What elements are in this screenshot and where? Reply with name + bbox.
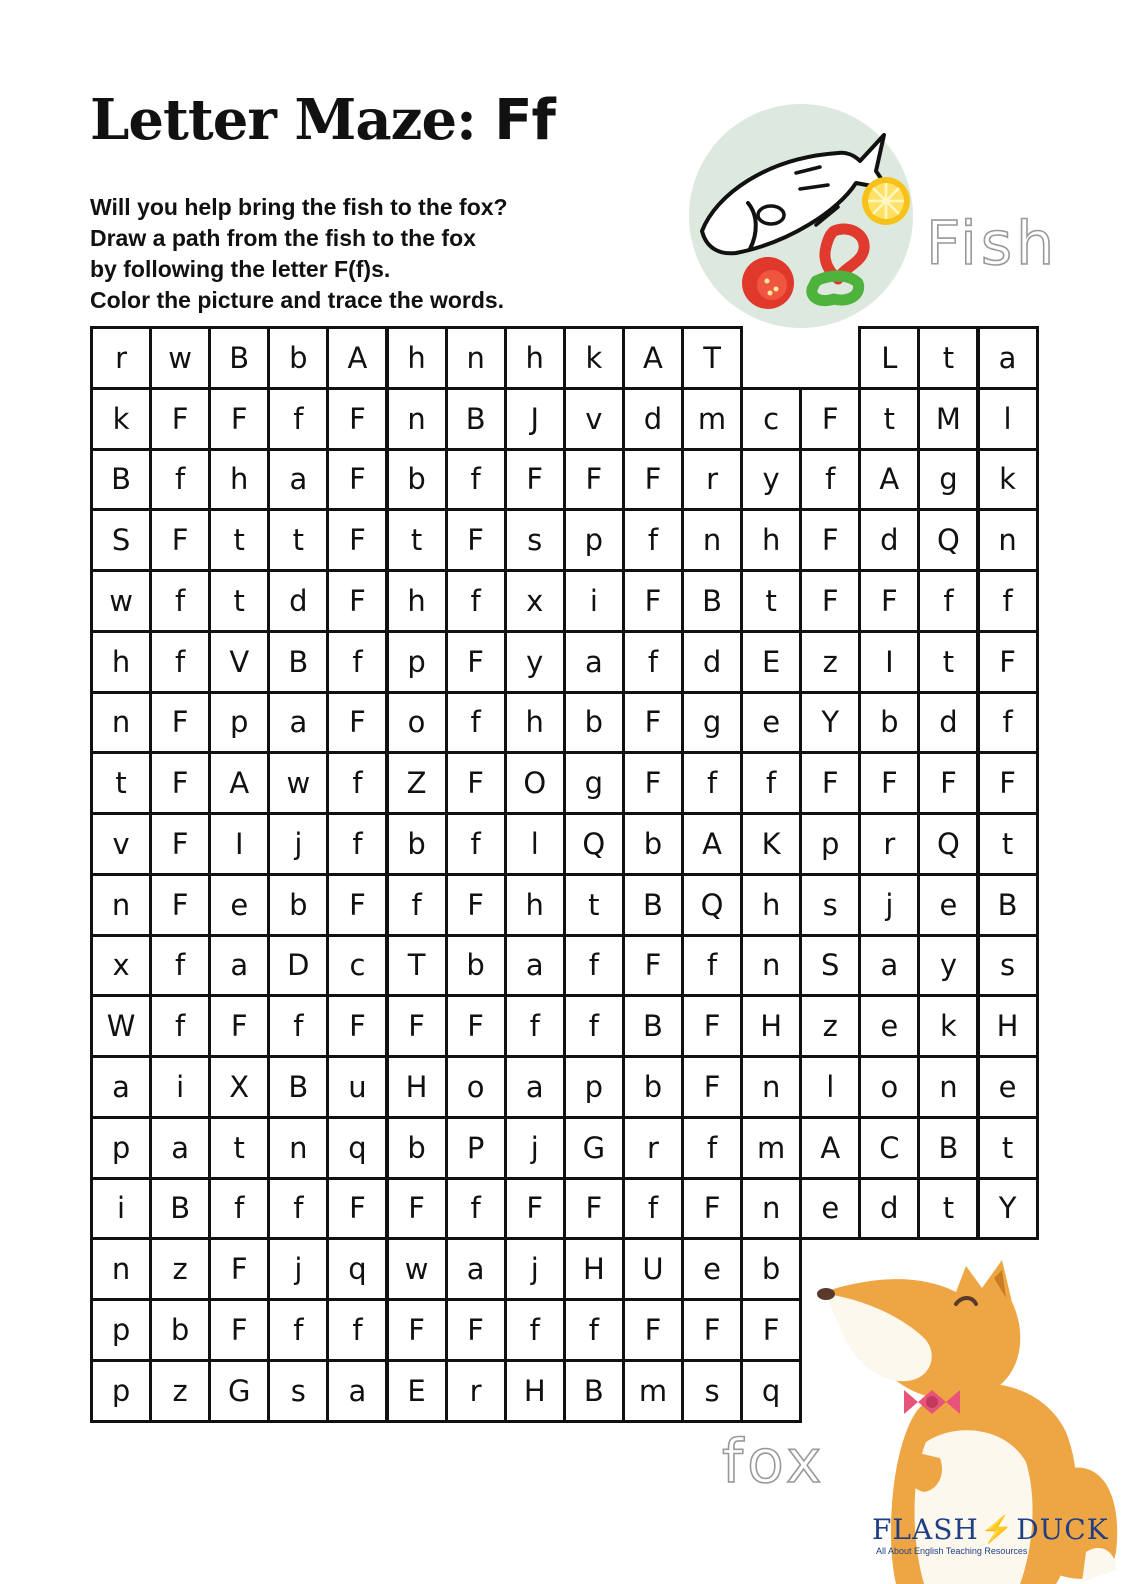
title-main: Letter Maze: — [90, 87, 495, 153]
maze-cell[interactable]: F — [622, 569, 684, 633]
maze-cell[interactable]: m — [740, 1116, 802, 1180]
maze-cell[interactable]: A — [681, 812, 743, 876]
brand-name-left: FLASH — [872, 1513, 979, 1546]
maze-cell[interactable]: f — [445, 569, 507, 633]
maze-cell[interactable]: f — [326, 630, 388, 694]
maze-cell[interactable]: f — [149, 630, 211, 694]
maze-cell[interactable]: j — [858, 873, 920, 937]
maze-cell[interactable]: n — [267, 1116, 329, 1180]
maze-cell[interactable]: f — [563, 994, 625, 1058]
maze-cell[interactable]: F — [149, 812, 211, 876]
maze-cell[interactable]: a — [326, 1359, 388, 1423]
maze-cell[interactable]: f — [208, 1177, 270, 1241]
brand-logo — [872, 1513, 1109, 1556]
maze-cell[interactable]: f — [799, 448, 861, 512]
maze-cell[interactable]: f — [326, 751, 388, 815]
maze-cell[interactable]: l — [799, 1055, 861, 1119]
maze-cell[interactable]: f — [740, 751, 802, 815]
maze-cell[interactable]: t — [917, 630, 979, 694]
maze-cell[interactable]: H — [386, 1055, 448, 1119]
maze-cell[interactable]: E — [740, 630, 802, 694]
maze-cell[interactable]: e — [740, 691, 802, 755]
instruction-line: Draw a path from the fish to the fox — [90, 225, 476, 251]
maze-cell[interactable]: B — [267, 630, 329, 694]
maze-cell[interactable]: n — [740, 1055, 802, 1119]
maze-cell[interactable]: o — [386, 691, 448, 755]
maze-cell[interactable]: f — [445, 1177, 507, 1241]
maze-cell[interactable]: a — [504, 934, 566, 998]
maze-cell[interactable]: t — [208, 569, 270, 633]
maze-cell[interactable]: A — [799, 1116, 861, 1180]
maze-cell[interactable]: F — [326, 448, 388, 512]
maze-cell[interactable]: j — [504, 1116, 566, 1180]
maze-cell[interactable]: r — [445, 1359, 507, 1423]
maze-cell[interactable]: F — [445, 630, 507, 694]
maze-cell[interactable]: f — [622, 1177, 684, 1241]
maze-cell[interactable]: w — [90, 569, 152, 633]
maze-cell[interactable]: g — [917, 448, 979, 512]
maze-cell[interactable]: a — [208, 934, 270, 998]
maze-cell[interactable]: t — [267, 508, 329, 572]
maze-cell[interactable]: F — [149, 387, 211, 451]
maze-cell[interactable]: k — [917, 994, 979, 1058]
maze-cell[interactable]: m — [681, 387, 743, 451]
maze-cell[interactable]: F — [208, 994, 270, 1058]
instruction-line: Will you help bring the fish to the fox? — [90, 194, 508, 220]
maze-cell[interactable]: f — [149, 934, 211, 998]
maze-cell[interactable]: f — [977, 569, 1039, 633]
maze-cell[interactable]: g — [563, 751, 625, 815]
maze-cell[interactable]: p — [90, 1359, 152, 1423]
maze-cell[interactable]: Z — [386, 751, 448, 815]
maze-cell[interactable]: f — [386, 873, 448, 937]
maze-cell[interactable]: k — [563, 326, 625, 390]
maze-cell[interactable]: s — [267, 1359, 329, 1423]
maze-cell[interactable]: h — [740, 508, 802, 572]
tomato-icon — [742, 257, 794, 309]
maze-cell[interactable]: e — [799, 1177, 861, 1241]
maze-cell[interactable]: d — [858, 1177, 920, 1241]
maze-cell[interactable]: a — [858, 934, 920, 998]
maze-cell[interactable]: E — [386, 1359, 448, 1423]
maze-cell[interactable]: w — [267, 751, 329, 815]
maze-cell[interactable]: S — [90, 508, 152, 572]
maze-cell[interactable]: F — [622, 751, 684, 815]
maze-cell[interactable]: n — [90, 873, 152, 937]
maze-cell[interactable]: t — [386, 508, 448, 572]
maze-cell[interactable]: t — [917, 1177, 979, 1241]
maze-cell[interactable]: c — [326, 934, 388, 998]
maze-cell[interactable]: C — [858, 1116, 920, 1180]
maze-cell[interactable]: y — [740, 448, 802, 512]
maze-cell[interactable]: z — [799, 630, 861, 694]
maze-cell[interactable]: a — [90, 1055, 152, 1119]
maze-cell[interactable]: h — [386, 569, 448, 633]
maze-cell[interactable]: F — [326, 1177, 388, 1241]
maze-cell[interactable]: b — [740, 1237, 802, 1301]
maze-cell[interactable]: f — [622, 508, 684, 572]
maze-cell[interactable]: j — [267, 812, 329, 876]
maze-cell[interactable]: Q — [681, 873, 743, 937]
maze-cell[interactable]: U — [622, 1237, 684, 1301]
maze-cell[interactable]: f — [149, 994, 211, 1058]
maze-cell[interactable]: d — [622, 387, 684, 451]
maze-cell[interactable]: p — [563, 1055, 625, 1119]
title-letters: Ff — [494, 88, 555, 153]
maze-cell[interactable]: H — [563, 1237, 625, 1301]
maze-cell[interactable]: p — [386, 630, 448, 694]
maze-cell[interactable]: m — [622, 1359, 684, 1423]
maze-cell[interactable]: z — [149, 1237, 211, 1301]
maze-cell[interactable]: t — [208, 508, 270, 572]
fish-icon[interactable] — [688, 103, 914, 329]
instruction-line: by following the letter F(f)s. — [90, 256, 391, 282]
maze-cell[interactable]: b — [149, 1298, 211, 1362]
maze-cell[interactable]: f — [267, 994, 329, 1058]
maze-cell[interactable]: p — [208, 691, 270, 755]
maze-cell[interactable]: e — [977, 1055, 1039, 1119]
maze-cell[interactable]: F — [445, 873, 507, 937]
maze-cell[interactable]: F — [740, 1298, 802, 1362]
maze-cell[interactable]: j — [504, 1237, 566, 1301]
maze-cell[interactable]: F — [681, 1055, 743, 1119]
maze-cell[interactable]: t — [858, 387, 920, 451]
maze-cell[interactable]: f — [563, 934, 625, 998]
maze-cell[interactable]: F — [504, 448, 566, 512]
maze-cell[interactable]: d — [858, 508, 920, 572]
maze-cell[interactable]: H — [977, 994, 1039, 1058]
maze-cell[interactable]: G — [563, 1116, 625, 1180]
maze-cell[interactable]: O — [504, 751, 566, 815]
maze-cell[interactable]: n — [977, 508, 1039, 572]
maze-cell[interactable]: a — [149, 1116, 211, 1180]
maze-cell[interactable]: f — [267, 387, 329, 451]
maze-cell[interactable]: h — [504, 691, 566, 755]
maze-cell[interactable]: b — [267, 326, 329, 390]
maze-cell[interactable]: a — [267, 691, 329, 755]
maze-cell[interactable]: Y — [799, 691, 861, 755]
maze-cell[interactable]: F — [977, 630, 1039, 694]
maze-cell[interactable]: f — [445, 812, 507, 876]
maze-cell[interactable]: F — [622, 1298, 684, 1362]
maze-cell[interactable]: p — [90, 1298, 152, 1362]
maze-cell[interactable]: s — [977, 934, 1039, 998]
maze-cell[interactable]: F — [149, 751, 211, 815]
maze-cell[interactable]: n — [445, 326, 507, 390]
instructions — [90, 192, 508, 316]
maze-cell[interactable]: b — [858, 691, 920, 755]
maze-cell[interactable]: b — [563, 691, 625, 755]
maze-cell[interactable]: K — [740, 812, 802, 876]
maze-cell[interactable]: q — [740, 1359, 802, 1423]
brand-tagline: All About English Teaching Resources — [876, 1546, 1028, 1556]
maze-cell[interactable]: Y — [977, 1177, 1039, 1241]
maze-cell[interactable]: F — [326, 508, 388, 572]
maze-cell[interactable]: p — [563, 508, 625, 572]
maze-cell[interactable]: f — [149, 448, 211, 512]
maze-cell[interactable]: T — [681, 326, 743, 390]
maze-cell[interactable]: h — [208, 448, 270, 512]
maze-cell[interactable]: F — [386, 1177, 448, 1241]
maze-cell[interactable]: H — [504, 1359, 566, 1423]
maze-cell[interactable]: B — [977, 873, 1039, 937]
maze-cell[interactable]: f — [267, 1298, 329, 1362]
maze-cell[interactable]: Q — [917, 508, 979, 572]
maze-cell[interactable]: z — [799, 994, 861, 1058]
maze-cell[interactable]: s — [799, 873, 861, 937]
maze-cell[interactable]: r — [858, 812, 920, 876]
maze-cell[interactable]: x — [90, 934, 152, 998]
maze-cell[interactable]: n — [740, 1177, 802, 1241]
maze-cell[interactable]: a — [977, 326, 1039, 390]
maze-cell[interactable]: F — [208, 387, 270, 451]
maze-cell[interactable]: c — [740, 387, 802, 451]
maze-cell[interactable]: F — [858, 751, 920, 815]
maze-cell[interactable]: i — [149, 1055, 211, 1119]
maze-cell[interactable]: h — [504, 873, 566, 937]
maze-cell[interactable]: f — [563, 1298, 625, 1362]
maze-cell[interactable]: F — [445, 1298, 507, 1362]
maze-cell[interactable]: V — [208, 630, 270, 694]
maze-cell[interactable]: f — [149, 569, 211, 633]
maze-cell[interactable]: Q — [917, 812, 979, 876]
maze-cell[interactable]: F — [681, 994, 743, 1058]
maze-cell[interactable]: F — [622, 691, 684, 755]
maze-cell[interactable]: F — [326, 994, 388, 1058]
maze-cell[interactable]: B — [622, 994, 684, 1058]
maze-cell[interactable]: i — [90, 1177, 152, 1241]
maze-cell[interactable]: t — [917, 326, 979, 390]
trace-word-fox[interactable]: fox — [722, 1427, 826, 1497]
maze-cell[interactable]: f — [504, 994, 566, 1058]
maze-cell[interactable]: T — [386, 934, 448, 998]
maze-cell[interactable]: F — [445, 508, 507, 572]
maze-cell[interactable]: f — [267, 1177, 329, 1241]
maze-cell[interactable]: o — [445, 1055, 507, 1119]
maze-cell[interactable]: k — [90, 387, 152, 451]
maze-cell[interactable]: A — [208, 751, 270, 815]
maze-cell[interactable]: e — [858, 994, 920, 1058]
maze-cell[interactable]: t — [977, 1116, 1039, 1180]
maze-cell[interactable]: F — [208, 1298, 270, 1362]
maze-cell[interactable]: F — [445, 751, 507, 815]
maze-cell[interactable]: q — [326, 1116, 388, 1180]
maze-cell[interactable]: F — [563, 1177, 625, 1241]
maze-cell[interactable]: n — [917, 1055, 979, 1119]
maze-cell[interactable]: f — [917, 569, 979, 633]
maze-cell[interactable]: B — [267, 1055, 329, 1119]
maze-cell[interactable]: d — [267, 569, 329, 633]
maze-cell[interactable]: y — [917, 934, 979, 998]
maze-cell[interactable]: a — [504, 1055, 566, 1119]
maze-cell[interactable]: S — [799, 934, 861, 998]
maze-cell[interactable]: j — [267, 1237, 329, 1301]
maze-cell[interactable]: b — [386, 1116, 448, 1180]
maze-cell[interactable]: a — [563, 630, 625, 694]
maze-cell[interactable]: t — [977, 812, 1039, 876]
maze-cell[interactable]: g — [681, 691, 743, 755]
maze-cell[interactable]: k — [977, 448, 1039, 512]
maze-cell[interactable]: f — [326, 812, 388, 876]
maze-cell[interactable]: F — [326, 569, 388, 633]
maze-cell[interactable]: B — [208, 326, 270, 390]
maze-cell[interactable]: w — [386, 1237, 448, 1301]
maze-cell[interactable]: F — [149, 873, 211, 937]
lemon-icon — [862, 177, 910, 225]
maze-cell[interactable]: d — [917, 691, 979, 755]
maze-cell[interactable]: v — [563, 387, 625, 451]
maze-cell[interactable]: d — [681, 630, 743, 694]
maze-cell[interactable]: H — [740, 994, 802, 1058]
maze-cell[interactable]: t — [90, 751, 152, 815]
maze-cell[interactable]: l — [504, 812, 566, 876]
maze-cell[interactable]: h — [504, 326, 566, 390]
page-title — [90, 87, 555, 153]
maze-cell[interactable]: i — [563, 569, 625, 633]
maze-cell[interactable]: f — [681, 934, 743, 998]
maze-cell[interactable]: y — [504, 630, 566, 694]
maze-cell[interactable]: F — [386, 994, 448, 1058]
maze-cell[interactable]: D — [267, 934, 329, 998]
maze-cell[interactable]: F — [799, 387, 861, 451]
bolt-icon: ⚡ — [980, 1515, 1015, 1545]
maze-cell[interactable]: f — [681, 1116, 743, 1180]
maze-cell[interactable]: F — [681, 1177, 743, 1241]
maze-cell[interactable]: F — [326, 691, 388, 755]
maze-cell[interactable]: r — [90, 326, 152, 390]
maze-cell[interactable]: W — [90, 994, 152, 1058]
maze-cell[interactable]: B — [563, 1359, 625, 1423]
maze-cell[interactable]: G — [208, 1359, 270, 1423]
maze-cell[interactable]: b — [445, 934, 507, 998]
maze-cell[interactable]: B — [622, 873, 684, 937]
maze-cell[interactable]: p — [799, 812, 861, 876]
maze-cell[interactable]: B — [917, 1116, 979, 1180]
maze-cell[interactable]: F — [622, 934, 684, 998]
maze-cell[interactable]: F — [858, 569, 920, 633]
maze-cell[interactable]: r — [681, 448, 743, 512]
maze-cell[interactable]: f — [977, 691, 1039, 755]
maze-cell[interactable]: h — [90, 630, 152, 694]
maze-cell[interactable]: b — [622, 1055, 684, 1119]
brand-name-right: DUCK — [1016, 1513, 1109, 1546]
maze-cell[interactable]: v — [90, 812, 152, 876]
maze-cell[interactable]: F — [799, 751, 861, 815]
maze-cell[interactable]: B — [149, 1177, 211, 1241]
maze-cell[interactable]: F — [326, 873, 388, 937]
maze-cell[interactable]: L — [858, 326, 920, 390]
maze-cell[interactable]: A — [858, 448, 920, 512]
maze-cell[interactable]: X — [208, 1055, 270, 1119]
maze-cell[interactable]: n — [90, 1237, 152, 1301]
maze-cell[interactable]: A — [326, 326, 388, 390]
maze-cell[interactable]: F — [799, 569, 861, 633]
maze-cell[interactable]: F — [504, 1177, 566, 1241]
maze-cell[interactable]: e — [917, 873, 979, 937]
maze-cell[interactable]: F — [563, 448, 625, 512]
maze-cell[interactable]: x — [504, 569, 566, 633]
maze-cell[interactable]: u — [326, 1055, 388, 1119]
maze-cell[interactable]: F — [208, 1237, 270, 1301]
maze-cell[interactable]: F — [681, 1298, 743, 1362]
maze-cell[interactable]: z — [149, 1359, 211, 1423]
maze-cell[interactable]: f — [504, 1298, 566, 1362]
maze-cell[interactable]: n — [681, 508, 743, 572]
maze-cell[interactable]: I — [858, 630, 920, 694]
maze-cell[interactable]: b — [267, 873, 329, 937]
maze-cell[interactable]: l — [977, 387, 1039, 451]
maze-cell[interactable]: o — [858, 1055, 920, 1119]
maze-cell[interactable]: F — [977, 751, 1039, 815]
maze-cell[interactable]: t — [740, 569, 802, 633]
maze-cell[interactable]: f — [622, 630, 684, 694]
maze-cell[interactable]: t — [208, 1116, 270, 1180]
maze-cell[interactable]: F — [622, 448, 684, 512]
maze-cell[interactable]: n — [90, 691, 152, 755]
maze-cell[interactable]: P — [445, 1116, 507, 1180]
maze-cell[interactable]: s — [504, 508, 566, 572]
maze-cell[interactable]: f — [681, 751, 743, 815]
maze-cell[interactable]: B — [90, 448, 152, 512]
maze-cell[interactable]: F — [149, 691, 211, 755]
maze-cell[interactable]: a — [267, 448, 329, 512]
maze-cell[interactable]: I — [208, 812, 270, 876]
maze-cell[interactable]: b — [386, 812, 448, 876]
maze-cell[interactable]: n — [386, 387, 448, 451]
maze-cell[interactable]: f — [445, 691, 507, 755]
maze-cell[interactable]: e — [208, 873, 270, 937]
maze-cell[interactable]: p — [90, 1116, 152, 1180]
maze-cell[interactable]: f — [326, 1298, 388, 1362]
maze-cell[interactable]: h — [386, 326, 448, 390]
trace-word-fish[interactable]: Fish — [926, 209, 1059, 279]
maze-cell[interactable]: r — [622, 1116, 684, 1180]
maze-cell[interactable]: s — [681, 1359, 743, 1423]
maze-cell[interactable]: e — [681, 1237, 743, 1301]
maze-cell[interactable]: t — [563, 873, 625, 937]
maze-cell[interactable]: J — [504, 387, 566, 451]
maze-cell[interactable]: Q — [563, 812, 625, 876]
maze-cell[interactable]: F — [326, 387, 388, 451]
maze-cell[interactable]: F — [445, 994, 507, 1058]
maze-cell[interactable]: f — [445, 448, 507, 512]
maze-cell[interactable]: F — [386, 1298, 448, 1362]
maze-cell[interactable]: q — [326, 1237, 388, 1301]
maze-cell[interactable]: h — [740, 873, 802, 937]
maze-cell[interactable]: B — [445, 387, 507, 451]
instruction-line: Color the picture and trace the words. — [90, 287, 505, 313]
maze-cell[interactable]: a — [445, 1237, 507, 1301]
maze-cell[interactable]: b — [622, 812, 684, 876]
maze-cell[interactable]: F — [917, 751, 979, 815]
maze-cell[interactable]: n — [740, 934, 802, 998]
maze-cell[interactable]: F — [149, 508, 211, 572]
maze-cell[interactable]: M — [917, 387, 979, 451]
maze-cell[interactable]: A — [622, 326, 684, 390]
maze-cell[interactable]: F — [799, 508, 861, 572]
maze-cell[interactable]: B — [681, 569, 743, 633]
maze-cell[interactable]: b — [386, 448, 448, 512]
maze-cell[interactable]: w — [149, 326, 211, 390]
